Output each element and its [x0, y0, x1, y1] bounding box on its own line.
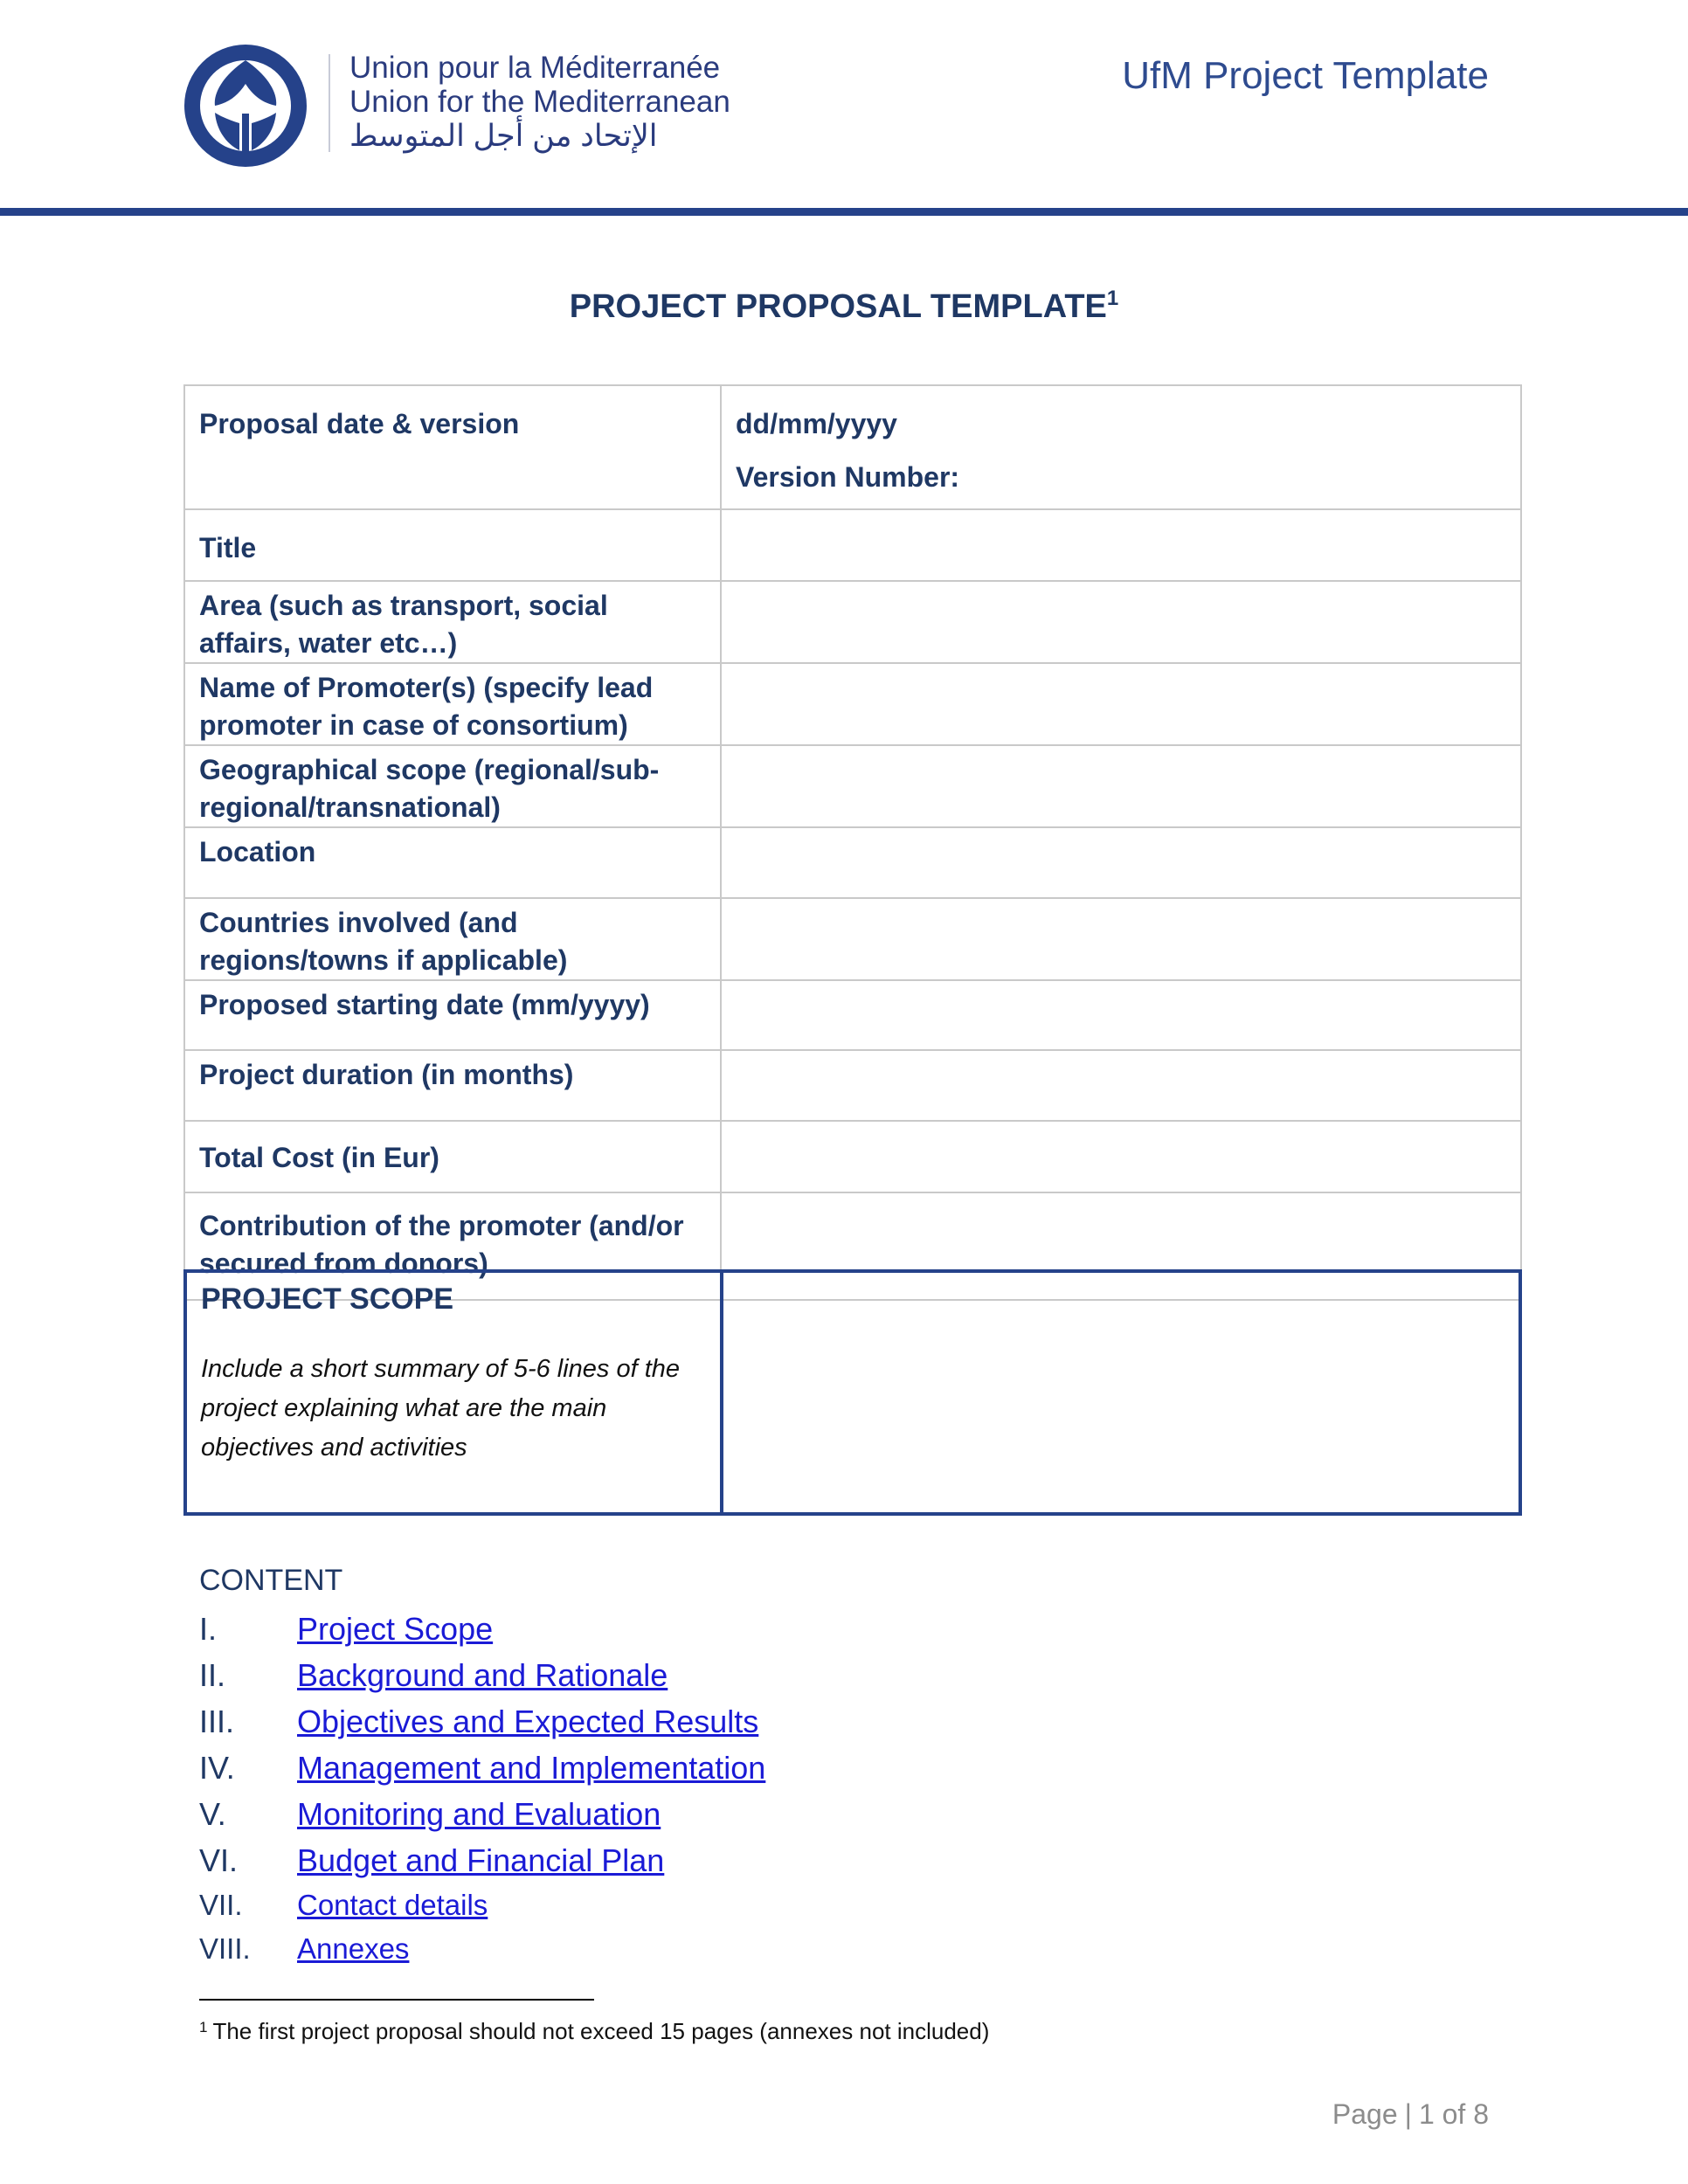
- date-placeholder: dd/mm/yyyy: [736, 408, 897, 439]
- toc-number: II.: [199, 1657, 226, 1693]
- location-field[interactable]: [721, 827, 1521, 898]
- table-row: [184, 581, 1521, 663]
- toc-number: I.: [199, 1611, 218, 1647]
- page-word: Page: [1332, 2098, 1398, 2130]
- row-label: Proposal date & version: [184, 385, 721, 509]
- footnote: [199, 2018, 989, 2045]
- organization-name: [349, 51, 730, 153]
- table-row: [184, 385, 1521, 509]
- row-label: Project duration (in months): [184, 1050, 721, 1121]
- toc-item: [199, 1606, 765, 1652]
- toc-number: V.: [199, 1796, 226, 1832]
- proposal-form-table: [183, 384, 1522, 1301]
- header-rule: [0, 208, 1688, 216]
- toc-number: III.: [199, 1704, 235, 1739]
- table-row: [184, 980, 1521, 1050]
- version-number-label: Version Number:: [736, 461, 960, 493]
- row-label: Total Cost (in Eur): [184, 1121, 721, 1192]
- toc-number: IV.: [199, 1750, 235, 1786]
- total-cost-field[interactable]: [721, 1121, 1521, 1192]
- org-name-en: Union for the Mediterranean: [349, 85, 730, 119]
- table-row: [184, 898, 1521, 980]
- row-label: Contribution of the promoter (and/or secured from donors): [184, 1192, 721, 1300]
- toc-link-objectives[interactable]: Objectives and Expected Results: [297, 1704, 759, 1739]
- table-row: [184, 745, 1521, 827]
- starting-date-field[interactable]: [721, 980, 1521, 1050]
- table-row: [184, 1121, 1521, 1192]
- geographical-scope-field[interactable]: [721, 745, 1521, 827]
- toc-item: [199, 1927, 765, 1971]
- row-label: Location: [184, 827, 721, 898]
- toc-item: [199, 1698, 765, 1745]
- project-scope-field[interactable]: [722, 1271, 1520, 1514]
- table-row: [184, 509, 1521, 581]
- project-scope-title: PROJECT SCOPE: [201, 1282, 454, 1316]
- footnote-text: The first project proposal should not exceed 15 pages (annexes not included): [212, 2018, 990, 2044]
- toc-item: [199, 1791, 765, 1837]
- toc-number: VIII.: [199, 1932, 251, 1965]
- toc-item: [199, 1883, 765, 1927]
- toc-item: [199, 1745, 765, 1791]
- ufm-logo-icon: [180, 40, 311, 171]
- row-label: Name of Promoter(s) (specify lead promoter in case of consortium): [184, 663, 721, 745]
- toc-link-project-scope[interactable]: Project Scope: [297, 1611, 494, 1647]
- page-number: [1332, 2098, 1489, 2131]
- toc-item: [199, 1837, 765, 1883]
- page-count: 1 of 8: [1418, 2098, 1489, 2130]
- table-row: [184, 663, 1521, 745]
- table-row: [184, 827, 1521, 898]
- project-scope-table: [183, 1269, 1522, 1516]
- row-label: Area (such as transport, social affairs, water etc…): [184, 581, 721, 663]
- title-footnote-ref[interactable]: 1: [1106, 287, 1119, 310]
- row-label: Geographical scope (regional/sub-regional/transnational): [184, 745, 721, 827]
- org-name-ar: الإتحاد من أجل المتوسط: [349, 119, 658, 153]
- footnote-ref: 1: [199, 2019, 208, 2035]
- org-name-fr: Union pour la Méditerranée: [349, 51, 721, 85]
- content-heading: CONTENT: [199, 1564, 343, 1597]
- toc-item: [199, 1652, 765, 1698]
- title-field[interactable]: [721, 509, 1521, 581]
- toc-link-monitoring[interactable]: Monitoring and Evaluation: [297, 1796, 661, 1832]
- table-row: [185, 1271, 1520, 1514]
- toc-link-management[interactable]: Management and Implementation: [297, 1750, 766, 1786]
- document-title: [0, 288, 1688, 326]
- toc-link-budget[interactable]: Budget and Financial Plan: [297, 1842, 665, 1878]
- toc-link-contact-details[interactable]: Contact details: [297, 1889, 488, 1921]
- footnote-separator: [199, 1999, 594, 2001]
- promoter-field[interactable]: [721, 663, 1521, 745]
- toc-number: VII.: [199, 1889, 243, 1921]
- duration-field[interactable]: [721, 1050, 1521, 1121]
- toc-number: VI.: [199, 1842, 239, 1878]
- row-label: Title: [184, 509, 721, 581]
- document-title-text: PROJECT PROPOSAL TEMPLATE: [569, 288, 1107, 325]
- logo-divider: [329, 54, 330, 152]
- project-scope-label-cell: [185, 1271, 722, 1514]
- project-scope-description: Include a short summary of 5-6 lines of the project explaining what are the main objectives and activities: [201, 1355, 681, 1462]
- page-separator: |: [1404, 2098, 1412, 2130]
- row-label: Proposed starting date (mm/yyyy): [184, 980, 721, 1050]
- toc-link-annexes[interactable]: Annexes: [297, 1932, 410, 1965]
- header-title: UfM Project Template: [1122, 54, 1489, 97]
- countries-field[interactable]: [721, 898, 1521, 980]
- proposal-date-field[interactable]: [721, 385, 1521, 509]
- area-field[interactable]: [721, 581, 1521, 663]
- toc-link-background[interactable]: Background and Rationale: [297, 1657, 668, 1693]
- table-row: [184, 1050, 1521, 1121]
- table-of-contents: [199, 1606, 765, 1971]
- row-label: Countries involved (and regions/towns if applicable): [184, 898, 721, 980]
